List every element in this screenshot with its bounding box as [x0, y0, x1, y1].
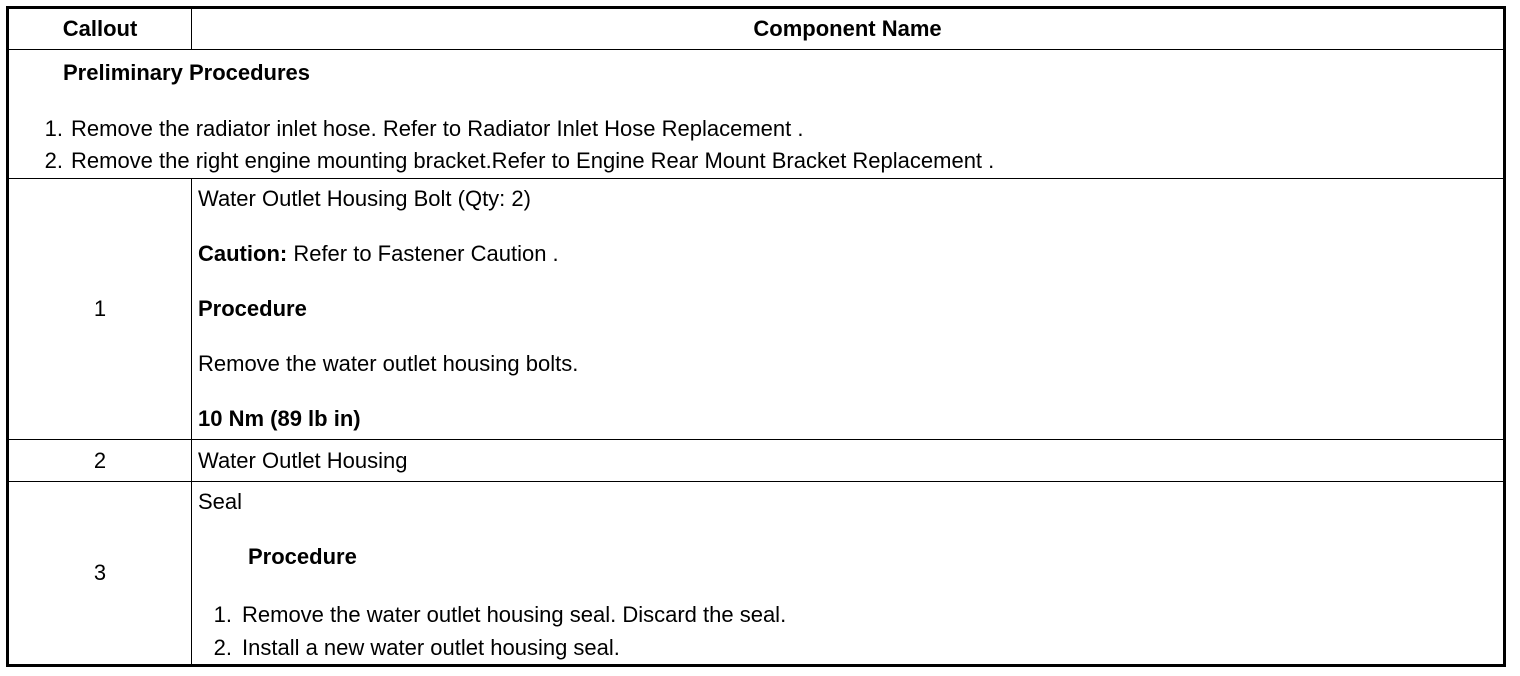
- torque-spec: 10 Nm (89 lb in): [198, 406, 361, 431]
- step-text: Remove the right engine mounting bracket.Refer to Engine Rear Mount Bracket Replacement .: [71, 148, 995, 173]
- preliminary-row: [8, 50, 1505, 179]
- preliminary-step: [9, 113, 1503, 145]
- preliminary-step: [9, 145, 1503, 177]
- component-name: Seal: [198, 489, 243, 514]
- preliminary-title: Preliminary Procedures: [63, 60, 311, 85]
- callout-number: 3: [8, 482, 192, 666]
- table-row: [8, 179, 1505, 440]
- table-header-row: [8, 8, 1505, 50]
- component-name: Water Outlet Housing: [198, 447, 408, 473]
- step-text: Remove the water outlet housing seal. Discard the seal.: [242, 602, 787, 627]
- step-number: 1.: [213, 602, 232, 627]
- procedure-steps: [198, 598, 1503, 664]
- procedure-text: Remove the water outlet housing bolts.: [198, 351, 579, 376]
- procedure-label: Procedure: [198, 296, 307, 321]
- preliminary-cell: [8, 50, 1505, 179]
- step-text: Install a new water outlet housing seal.: [242, 635, 620, 660]
- callout-number: 2: [8, 440, 192, 482]
- table-row: [8, 482, 1505, 666]
- step-number: 2.: [213, 635, 232, 660]
- caution-note: [198, 240, 1503, 268]
- component-cell: [192, 179, 1505, 440]
- procedure-step: [198, 598, 1503, 631]
- component-name: Water Outlet Housing Bolt (Qty: 2): [198, 186, 531, 211]
- procedure-table: [6, 6, 1506, 667]
- procedure-step: [198, 631, 1503, 664]
- preliminary-steps: [9, 113, 1503, 177]
- step-number: 1.: [44, 116, 63, 141]
- table-row: [8, 440, 1505, 482]
- component-name-header: Component Name: [192, 8, 1505, 50]
- caution-text: Refer to Fastener Caution .: [287, 241, 559, 266]
- step-number: 2.: [44, 148, 63, 173]
- procedure-label: Procedure: [248, 544, 357, 569]
- callout-header: Callout: [8, 8, 192, 50]
- step-text: Remove the radiator inlet hose. Refer to Radiator Inlet Hose Replacement .: [71, 116, 804, 141]
- caution-label: Caution:: [198, 241, 288, 266]
- component-cell: [192, 482, 1505, 666]
- component-cell: [192, 440, 1505, 482]
- callout-number: 1: [8, 179, 192, 440]
